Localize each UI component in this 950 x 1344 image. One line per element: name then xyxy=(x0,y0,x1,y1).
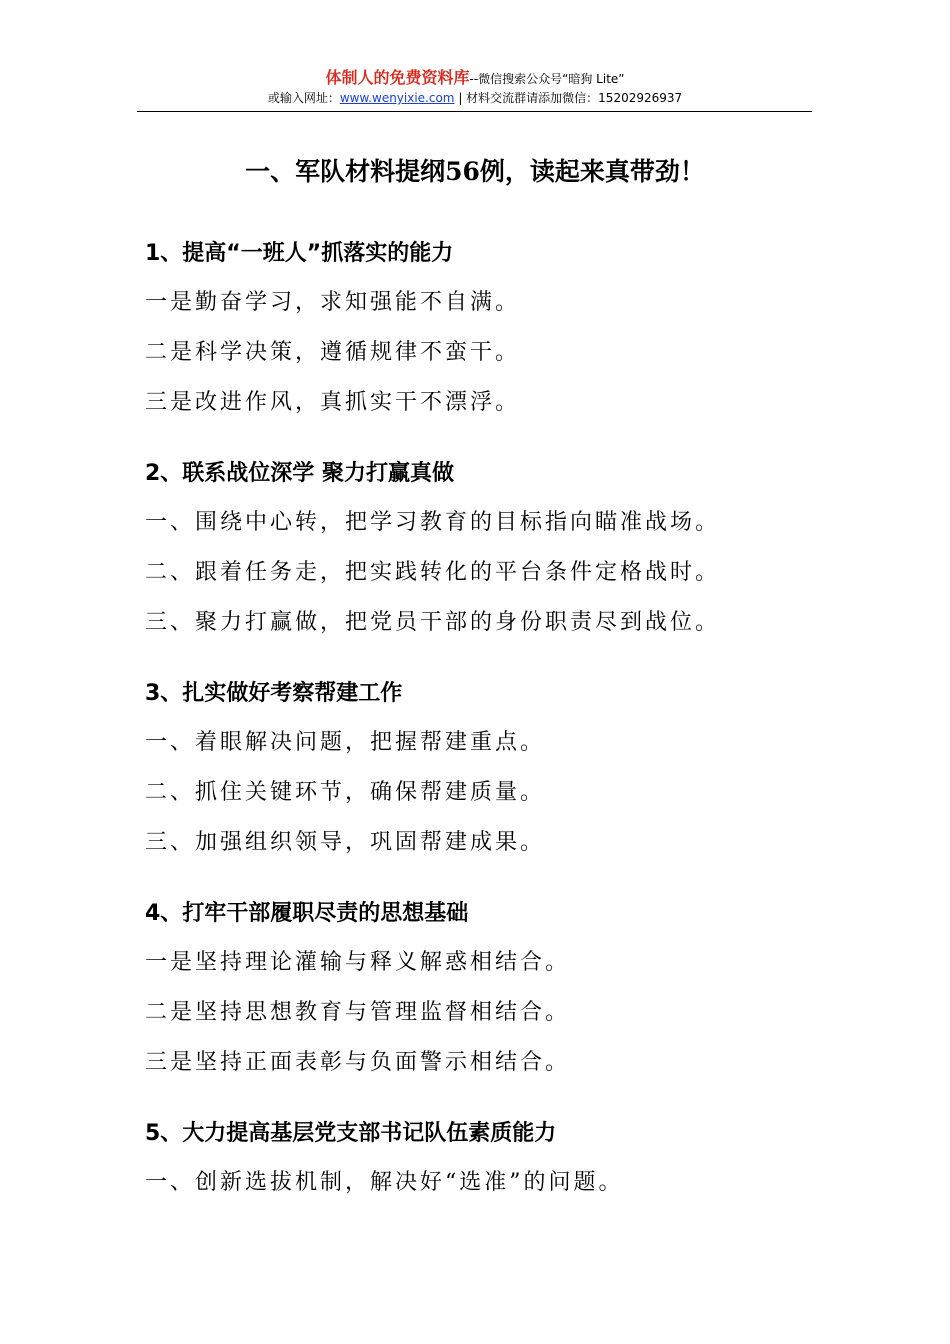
section-heading: 5、大力提高基层党支部书记队伍素质能力 xyxy=(145,1121,557,1146)
section-heading: 3、扎实做好考察帮建工作 xyxy=(145,681,403,706)
section-item: 二、跟着任务走，把实践转化的平台条件定格战时。 xyxy=(145,560,721,585)
header-line-contact xyxy=(0,89,950,107)
header-divider xyxy=(137,111,812,112)
page-header xyxy=(0,68,950,107)
header-url-link[interactable]: www.wenyixie.com xyxy=(339,91,455,105)
section-item: 二是坚持思想教育与管理监督相结合。 xyxy=(145,1000,571,1025)
section-2 xyxy=(145,450,825,648)
section-5 xyxy=(145,1110,825,1208)
section-3 xyxy=(145,670,825,868)
section-heading: 2、联系战位深学 聚力打赢真做 xyxy=(145,461,454,486)
document-body xyxy=(145,230,825,1230)
header-url-prefix: 或输入网址： xyxy=(267,91,340,105)
section-item: 一、着眼解决问题，把握帮建重点。 xyxy=(145,730,546,755)
section-item: 三、加强组织领导，巩固帮建成果。 xyxy=(145,830,546,855)
header-brand: 体制人的免费资料库 xyxy=(325,68,470,87)
section-item: 一、创新选拔机制，解决好“选准”的问题。 xyxy=(145,1170,624,1195)
section-item: 二、抓住关键环节，确保帮建质量。 xyxy=(145,780,546,805)
section-heading: 4、打牢干部履职尽责的思想基础 xyxy=(145,901,469,926)
section-1 xyxy=(145,230,825,428)
section-item: 一是坚持理论灌输与释义解惑相结合。 xyxy=(145,950,571,975)
section-heading: 1、提高“一班人”抓落实的能力 xyxy=(145,241,454,266)
section-item: 三、聚力打赢做，把党员干部的身份职责尽到战位。 xyxy=(145,610,721,635)
section-item: 一是勤奋学习，求知强能不自满。 xyxy=(145,290,521,315)
section-4 xyxy=(145,890,825,1088)
header-contact: | 材料交流群请添加微信：15202926937 xyxy=(454,91,683,105)
section-item: 三是改进作风，真抓实干不漂浮。 xyxy=(145,390,521,415)
section-item: 三是坚持正面表彰与负面警示相结合。 xyxy=(145,1050,571,1075)
header-line-brand xyxy=(0,68,950,89)
header-subtitle: --微信搜索公众号“暗狗 Lite” xyxy=(469,72,625,86)
section-item: 二是科学决策，遵循规律不蛮干。 xyxy=(145,340,521,365)
document-title: 一、军队材料提纲56例，读起来真带劲！ xyxy=(245,157,705,186)
section-item: 一、围绕中心转，把学习教育的目标指向瞄准战场。 xyxy=(145,510,721,535)
